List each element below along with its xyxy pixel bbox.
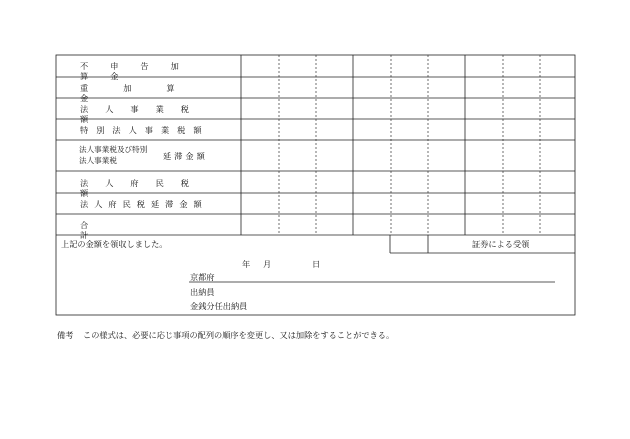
- row-label-total: [80, 220, 217, 240]
- row-label-text: 法人府民税延滞金額: [80, 199, 208, 209]
- row-label-combined-top: 法人事業税及び特別: [79, 145, 148, 154]
- note-label: 備考: [57, 330, 74, 340]
- deputy-cashier-label: 金銭分任出納員: [190, 301, 248, 311]
- row-label-text: 合計: [80, 220, 208, 240]
- date-month-label: 月: [263, 259, 272, 269]
- row-label-special-corporate-tax: [80, 125, 217, 135]
- row-label-text: 法人事業税額: [80, 104, 206, 124]
- securities-receipt-label: 証券による受領: [472, 239, 530, 249]
- row-label-text: 重加算金: [80, 83, 210, 103]
- row-label-text: 不申告加算金: [80, 61, 201, 81]
- issuer-name: 京都府: [190, 272, 215, 282]
- note-text: この様式は、必要に応じ事項の配列の順序を変更し、又は加除をすることができる。: [83, 330, 395, 340]
- row-label-text: 法人府民税額: [80, 178, 206, 198]
- row-label-prefectural-tax-late: [80, 199, 217, 209]
- date-year-label: 年: [242, 259, 251, 269]
- row-label-prefectural-tax: [80, 178, 217, 198]
- receipt-statement: 上記の金額を領収しました。: [61, 239, 168, 249]
- row-label-corporate-enterprise-tax: [80, 104, 217, 124]
- row-label-heavy-penalty: [80, 83, 217, 103]
- cashier-label: 出納員: [190, 287, 215, 297]
- row-label-combined-bottom: 法人事業税: [79, 156, 117, 165]
- row-label-late-filing-penalty: [80, 61, 217, 81]
- row-label-text: 特別法人事業税額: [80, 125, 210, 135]
- row-label-combined-right: 延滞金額: [163, 151, 208, 161]
- date-day-label: 日: [312, 259, 321, 269]
